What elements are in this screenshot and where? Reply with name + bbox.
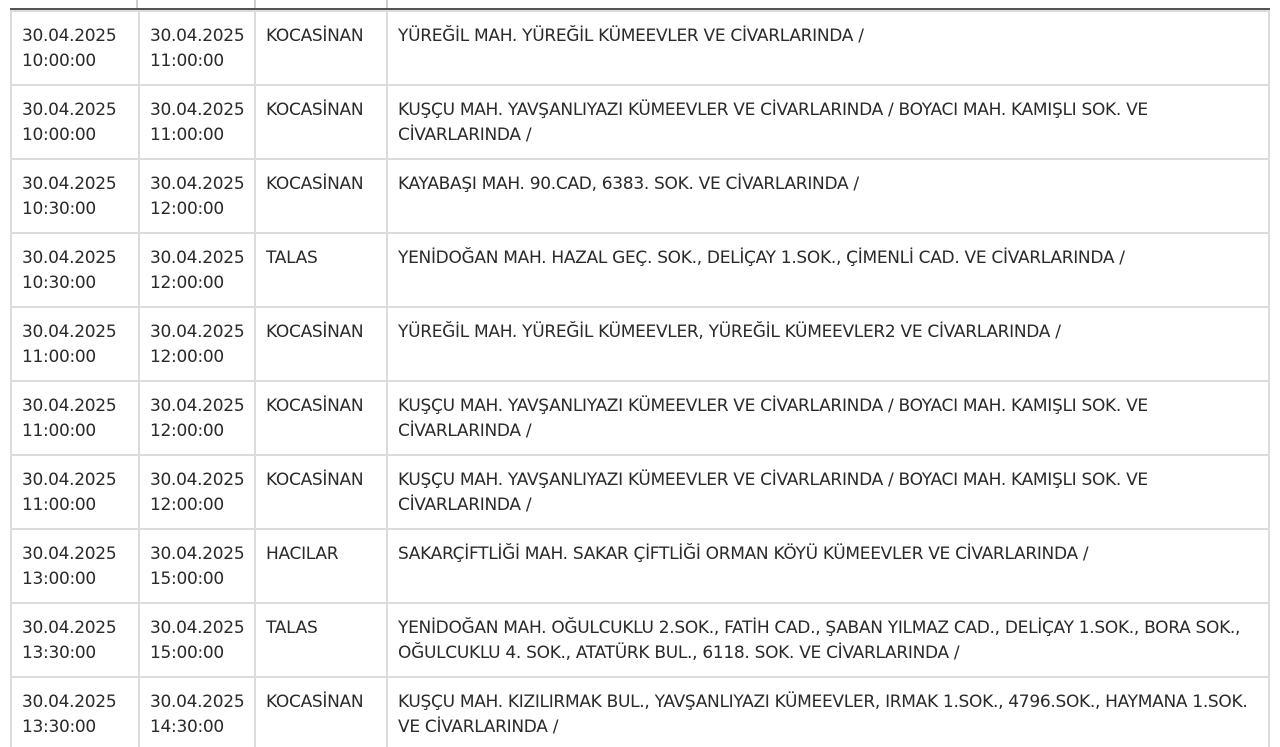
column-divider (386, 0, 388, 8)
start-date: 30.04.2025 (22, 322, 117, 342)
table-row (12, 160, 1268, 232)
end-time: 11:00:00 (150, 51, 224, 71)
start-date: 30.04.2025 (22, 100, 117, 120)
address-cell: KAYABAŞI MAH. 90.CAD, 6383. SOK. VE CİVARLARINDA / (388, 160, 1268, 232)
address-cell: YENİDOĞAN MAH. OĞULCUKLU 2.SOK., FATİH CAD., ŞABAN YILMAZ CAD., DELİÇAY 1.SOK., BORA SOK., OĞULCUKLU 4. SOK., ATATÜRK BUL., 6118. SOK. VE CİVARLARINDA / (388, 604, 1268, 676)
table-row (12, 382, 1268, 454)
end-date: 30.04.2025 (150, 396, 245, 416)
end-time: 15:00:00 (150, 643, 224, 663)
start-datetime-cell (12, 530, 138, 602)
district-cell: KOCASİNAN (256, 160, 386, 232)
end-datetime-cell (140, 160, 254, 232)
start-datetime-cell (12, 308, 138, 380)
outage-table (10, 10, 1270, 747)
start-date: 30.04.2025 (22, 470, 117, 490)
address-cell: YÜREĞİL MAH. YÜREĞİL KÜMEEVLER, YÜREĞİL KÜMEEVLER2 VE CİVARLARINDA / (388, 308, 1268, 380)
district-cell: KOCASİNAN (256, 382, 386, 454)
start-time: 11:00:00 (22, 495, 96, 515)
start-time: 11:00:00 (22, 421, 96, 441)
table-row (12, 234, 1268, 306)
table-top-border (10, 0, 1270, 10)
address-cell: YÜREĞİL MAH. YÜREĞİL KÜMEEVLER VE CİVARLARINDA / (388, 12, 1268, 84)
start-datetime-cell (12, 456, 138, 528)
end-time: 14:30:00 (150, 717, 224, 737)
end-time: 12:00:00 (150, 199, 224, 219)
address-cell: KUŞÇU MAH. YAVŞANLIYAZI KÜMEEVLER VE CİVARLARINDA / BOYACI MAH. KAMIŞLI SOK. VE CİVARLARINDA / (388, 86, 1268, 158)
start-date: 30.04.2025 (22, 618, 117, 638)
start-date: 30.04.2025 (22, 396, 117, 416)
address-cell: YENİDOĞAN MAH. HAZAL GEÇ. SOK., DELİÇAY 1.SOK., ÇİMENLİ CAD. VE CİVARLARINDA / (388, 234, 1268, 306)
address-cell: KUŞÇU MAH. YAVŞANLIYAZI KÜMEEVLER VE CİVARLARINDA / BOYACI MAH. KAMIŞLI SOK. VE CİVARLARINDA / (388, 382, 1268, 454)
end-datetime-cell (140, 12, 254, 84)
start-time: 10:30:00 (22, 199, 96, 219)
column-divider (254, 0, 256, 8)
start-time: 11:00:00 (22, 347, 96, 367)
start-date: 30.04.2025 (22, 692, 117, 712)
start-datetime-cell (12, 160, 138, 232)
start-date: 30.04.2025 (22, 248, 117, 268)
table-row (12, 456, 1268, 528)
district-cell: KOCASİNAN (256, 12, 386, 84)
end-date: 30.04.2025 (150, 174, 245, 194)
end-datetime-cell (140, 530, 254, 602)
start-datetime-cell (12, 604, 138, 676)
end-time: 12:00:00 (150, 273, 224, 293)
district-cell: KOCASİNAN (256, 678, 386, 747)
end-datetime-cell (140, 234, 254, 306)
end-time: 12:00:00 (150, 347, 224, 367)
table-row (12, 604, 1268, 676)
outage-table-body (12, 12, 1268, 747)
end-datetime-cell (140, 382, 254, 454)
end-date: 30.04.2025 (150, 248, 245, 268)
end-date: 30.04.2025 (150, 470, 245, 490)
start-time: 10:30:00 (22, 273, 96, 293)
start-time: 13:30:00 (22, 717, 96, 737)
end-datetime-cell (140, 456, 254, 528)
district-cell: KOCASİNAN (256, 86, 386, 158)
end-time: 12:00:00 (150, 495, 224, 515)
end-date: 30.04.2025 (150, 618, 245, 638)
end-date: 30.04.2025 (150, 26, 245, 46)
table-row (12, 530, 1268, 602)
end-datetime-cell (140, 86, 254, 158)
start-time: 10:00:00 (22, 51, 96, 71)
end-date: 30.04.2025 (150, 322, 245, 342)
start-datetime-cell (12, 12, 138, 84)
start-datetime-cell (12, 678, 138, 747)
table-row (12, 308, 1268, 380)
start-datetime-cell (12, 234, 138, 306)
end-time: 15:00:00 (150, 569, 224, 589)
start-date: 30.04.2025 (22, 544, 117, 564)
start-date: 30.04.2025 (22, 174, 117, 194)
end-time: 12:00:00 (150, 421, 224, 441)
table-row (12, 678, 1268, 747)
end-datetime-cell (140, 678, 254, 747)
address-cell: KUŞÇU MAH. KIZILIRMAK BUL., YAVŞANLIYAZI KÜMEEVLER, IRMAK 1.SOK., 4796.SOK., HAYMANA 1.SOK. VE CİVARLARINDA / (388, 678, 1268, 747)
start-time: 13:30:00 (22, 643, 96, 663)
start-datetime-cell (12, 86, 138, 158)
district-cell: KOCASİNAN (256, 308, 386, 380)
district-cell: TALAS (256, 604, 386, 676)
table-row (12, 12, 1268, 84)
column-divider (136, 0, 138, 8)
table-row (12, 86, 1268, 158)
district-cell: KOCASİNAN (256, 456, 386, 528)
start-datetime-cell (12, 382, 138, 454)
district-cell: HACILAR (256, 530, 386, 602)
end-date: 30.04.2025 (150, 544, 245, 564)
end-date: 30.04.2025 (150, 100, 245, 120)
start-time: 13:00:00 (22, 569, 96, 589)
start-date: 30.04.2025 (22, 26, 117, 46)
end-datetime-cell (140, 604, 254, 676)
start-time: 10:00:00 (22, 125, 96, 145)
address-cell: KUŞÇU MAH. YAVŞANLIYAZI KÜMEEVLER VE CİVARLARINDA / BOYACI MAH. KAMIŞLI SOK. VE CİVARLARINDA / (388, 456, 1268, 528)
address-cell: SAKARÇİFTLİĞİ MAH. SAKAR ÇİFTLİĞİ ORMAN KÖYÜ KÜMEEVLER VE CİVARLARINDA / (388, 530, 1268, 602)
end-time: 11:00:00 (150, 125, 224, 145)
district-cell: TALAS (256, 234, 386, 306)
end-date: 30.04.2025 (150, 692, 245, 712)
end-datetime-cell (140, 308, 254, 380)
